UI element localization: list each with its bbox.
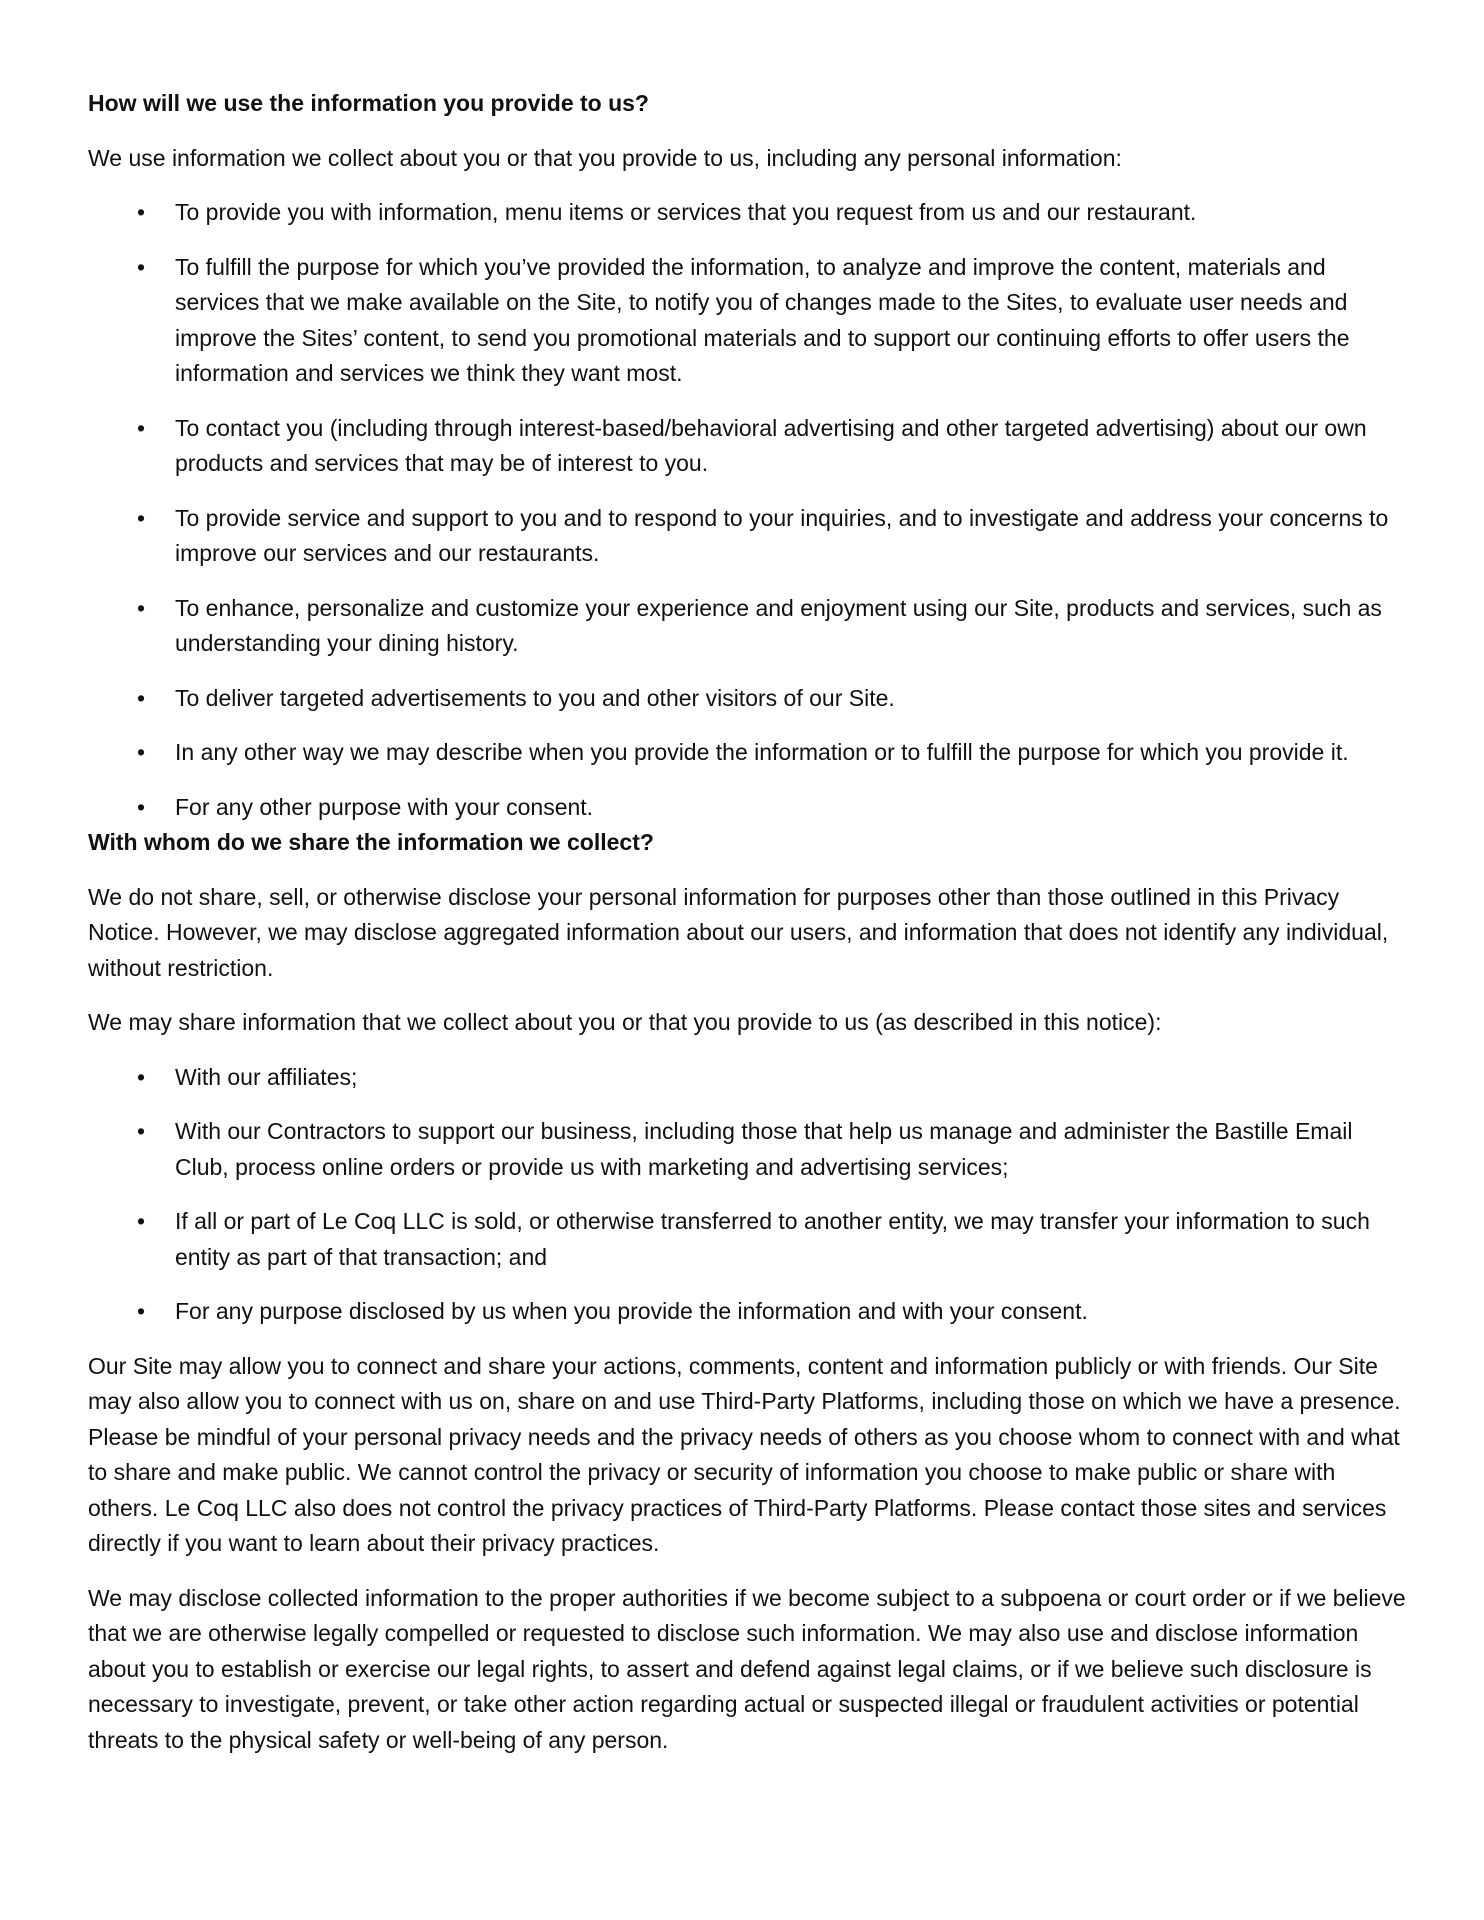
bullet-icon: • (136, 793, 146, 820)
list-item-text: To enhance, personalize and customize your experience and enjoyment using our Site, products and services, such as understanding your dining history. (175, 594, 1382, 656)
section-heading-share: With whom do we share the information we collect? (88, 829, 654, 855)
bullet-icon: • (136, 739, 146, 765)
bullet-icon: • (136, 1298, 146, 1324)
list-item (88, 591, 1408, 662)
list-item (88, 411, 1408, 482)
bullet-icon: • (136, 199, 146, 225)
bullet-icon: • (136, 504, 146, 531)
bullet-list-uses (88, 195, 1408, 825)
paragraph-share-3: Our Site may allow you to connect and share your actions, comments, content and information publicly or with friends. Our Site may also allow you to connect with us on, share on and use Third-Party Platforms, including those on which we have a presence. Please be mindful of your personal privacy needs and the privacy needs of others as you choose whom to connect with and what to share and make public. We cannot control the privacy or security of information you choose to make public or share with others. Le Coq LLC also does not control the privacy practices of Third-Party Platforms. Please contact those sites and services directly if you want to learn about their privacy practices. (88, 1352, 1401, 1556)
bullet-icon: • (136, 253, 146, 280)
document-page (88, 86, 1408, 1758)
list-item-text: To provide you with information, menu items or services that you request from us and our restaurant. (175, 199, 1197, 225)
bullet-icon: • (136, 684, 146, 711)
list-item (88, 1294, 1408, 1330)
paragraph-use-intro: We use information we collect about you or that you provide to us, including any personal information: (88, 144, 1122, 171)
bullet-icon: • (136, 1208, 146, 1234)
paragraph-share-1: We do not share, sell, or otherwise disclose your personal information for purposes other than those outlined in this Privacy Notice. However, we may disclose aggregated information about our users, and information that does not identify any individual, without restriction. (88, 883, 1389, 981)
list-item (88, 790, 1408, 826)
list-item-text: To fulfill the purpose for which you’ve provided the information, to analyze and improve the content, materials and services that we make available on the Site, to notify you of changes made to the Sites, to evaluate user needs and improve the Sites’ content, to send you promotional materials and to support our continuing efforts to offer users the information and services we think they want most. (175, 253, 1350, 386)
list-item (88, 501, 1408, 572)
list-item-text: With our affiliates; (175, 1063, 358, 1090)
list-item-text: To provide service and support to you and to respond to your inquiries, and to investigate and address your concerns to improve our services and our restaurants. (175, 504, 1389, 566)
list-item (88, 1114, 1408, 1185)
list-item-text: If all or part of Le Coq LLC is sold, or otherwise transferred to another entity, we may transfer your information to such entity as part of that transaction; and (175, 1208, 1370, 1270)
list-item-text: With our Contractors to support our business, including those that help us manage and administer the Bastille Email Club, process online orders or provide us with marketing and advertising services; (175, 1118, 1353, 1180)
list-item-text: To deliver targeted advertisements to you and other visitors of our Site. (175, 684, 895, 711)
list-item (88, 1060, 1408, 1096)
list-item (88, 195, 1408, 231)
list-item-text: In any other way we may describe when you provide the information or to fulfill the purpose for which you provide it. (175, 739, 1349, 765)
list-item (88, 1204, 1408, 1275)
bullet-icon: • (136, 1118, 146, 1144)
list-item-text: For any purpose disclosed by us when you provide the information and with your consent. (175, 1298, 1088, 1324)
paragraph-share-2: We may share information that we collect about you or that you provide to us (as described in this notice): (88, 1009, 1162, 1035)
list-item (88, 735, 1408, 771)
bullet-list-sharing (88, 1060, 1408, 1330)
list-item (88, 681, 1408, 717)
list-item-text: For any other purpose with your consent. (175, 793, 594, 820)
section-heading-use: How will we use the information you provide to us? (88, 90, 649, 116)
list-item-text: To contact you (including through interest-based/behavioral advertising and other targeted advertising) about our own products and services that may be of interest to you. (175, 414, 1367, 476)
paragraph-share-4: We may disclose collected information to the proper authorities if we become subject to a subpoena or court order or if we believe that we are otherwise legally compelled or requested to disclose such information. We may also use and disclose information about you to establish or exercise our legal rights, to assert and defend against legal claims, or if we believe such disclosure is necessary to investigate, prevent, or take other action regarding actual or suspected illegal or fraudulent activities or potential threats to the physical safety or well-being of any person. (88, 1584, 1406, 1753)
bullet-icon: • (136, 414, 146, 441)
bullet-icon: • (136, 1063, 146, 1090)
bullet-icon: • (136, 594, 146, 621)
list-item (88, 250, 1408, 392)
